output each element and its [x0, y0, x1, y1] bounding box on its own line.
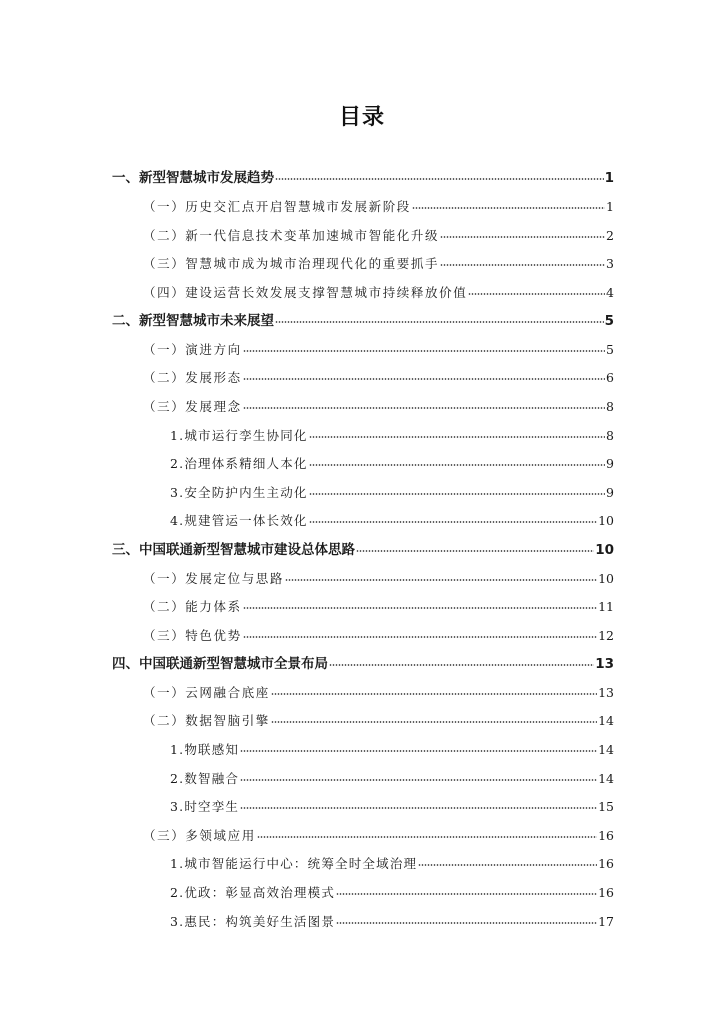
toc-entry-page: 14 [598, 713, 614, 728]
toc-entry-page: 12 [598, 628, 614, 643]
toc-entry-label: （一）发展定位与思路 [143, 571, 285, 586]
toc-entry-page: 8 [606, 399, 614, 414]
toc-entry-page: 11 [598, 599, 614, 614]
toc-entry-page: 16 [598, 856, 614, 871]
toc-entry-chapter[interactable] [112, 654, 614, 674]
dot-leader [243, 607, 597, 609]
toc-entry-page: 5 [606, 342, 614, 357]
dot-leader [243, 636, 597, 638]
toc-entry-section[interactable] [143, 826, 614, 846]
toc-entry-section[interactable] [143, 283, 614, 303]
toc-entry-section[interactable] [143, 397, 614, 417]
toc-entry-section[interactable] [143, 197, 614, 217]
dot-leader [336, 893, 597, 895]
dot-leader [356, 550, 594, 552]
toc-entry-page: 16 [598, 885, 614, 900]
toc-entry-label: （四）建设运营长效发展支撑智慧城市持续释放价值 [143, 285, 468, 300]
toc-entry-section[interactable] [143, 597, 614, 617]
dot-leader [418, 864, 597, 866]
dot-leader [329, 664, 594, 666]
toc-entry-label: （三）发展理念 [143, 399, 242, 414]
toc-entry-page: 17 [598, 914, 614, 929]
dot-leader [440, 236, 605, 238]
dot-leader [275, 178, 604, 180]
toc-entry-section[interactable] [143, 626, 614, 646]
dot-leader [468, 293, 605, 295]
toc-entry-label: （二）新一代信息技术变革加速城市智能化升级 [143, 228, 440, 243]
toc-entry-label: （一）演进方向 [143, 342, 242, 357]
toc-entry-section[interactable] [143, 683, 614, 703]
toc-entry-page: 8 [606, 428, 614, 443]
toc-entry-page: 14 [598, 771, 614, 786]
toc-title: 目录 [338, 105, 385, 130]
toc-entry-label: （三）智慧城市成为城市治理现代化的重要抓手 [143, 256, 440, 271]
toc-entry-page: 10 [598, 513, 614, 528]
toc-entry-subsection[interactable] [170, 769, 614, 789]
toc-entry-label: （三）多领域应用 [143, 828, 256, 843]
toc-entry-label: 二、新型智慧城市未来展望 [112, 313, 274, 329]
toc-entry-label: （一）云网融合底座 [143, 685, 270, 700]
dot-leader [271, 721, 597, 723]
toc-entry-label: 四、中国联通新型智慧城市全景布局 [112, 656, 328, 672]
toc-entry-page: 5 [604, 313, 614, 329]
dot-leader [271, 693, 597, 695]
toc-entry-chapter[interactable] [112, 311, 614, 331]
toc-entry-subsection[interactable] [170, 854, 614, 874]
toc-entry-subsection[interactable] [170, 483, 614, 503]
dot-leader [243, 378, 605, 380]
dot-leader [240, 807, 597, 809]
toc-entry-label: 2.数智融合 [170, 771, 240, 786]
toc-entry-label: （二）能力体系 [143, 599, 242, 614]
dot-leader [243, 350, 605, 352]
dot-leader [309, 521, 597, 523]
dot-leader [336, 922, 597, 924]
toc-entry-subsection[interactable] [170, 883, 614, 903]
toc-entry-page: 1 [604, 170, 614, 186]
toc-entry-subsection[interactable] [170, 740, 614, 760]
toc-entry-chapter[interactable] [112, 168, 614, 188]
toc-entry-section[interactable] [143, 226, 614, 246]
toc-entry-subsection[interactable] [170, 797, 614, 817]
toc-entry-label: 4.规建管运一体长效化 [170, 513, 308, 528]
dot-leader [285, 579, 597, 581]
toc-entry-subsection[interactable] [170, 511, 614, 531]
toc-entry-section[interactable] [143, 711, 614, 731]
dot-leader [257, 836, 597, 838]
toc-entry-chapter[interactable] [112, 540, 614, 560]
toc-entry-section[interactable] [143, 569, 614, 589]
dot-leader [240, 750, 597, 752]
toc-entry-label: 1.城市运行孪生协同化 [170, 428, 308, 443]
toc-entry-label: （一）历史交汇点开启智慧城市发展新阶段 [143, 199, 411, 214]
toc-entry-label: （二）发展形态 [143, 370, 242, 385]
toc-entry-label: 3.安全防护内生主动化 [170, 485, 308, 500]
toc-entry-page: 1 [606, 199, 614, 214]
toc-entry-section[interactable] [143, 368, 614, 388]
dot-leader [275, 321, 604, 323]
toc-entry-page: 16 [598, 828, 614, 843]
dot-leader [240, 779, 597, 781]
toc-entry-section[interactable] [143, 340, 614, 360]
toc-entry-label: 一、新型智慧城市发展趋势 [112, 170, 274, 186]
toc-entry-page: 14 [598, 742, 614, 757]
toc-entry-page: 10 [598, 571, 614, 586]
toc-entry-page: 3 [606, 256, 614, 271]
dot-leader [243, 407, 605, 409]
toc-entry-page: 9 [606, 485, 614, 500]
toc-entry-label: 1.物联感知 [170, 742, 240, 757]
dot-leader [412, 207, 605, 209]
toc-entry-page: 4 [606, 285, 614, 300]
dot-leader [309, 464, 605, 466]
toc-entry-page: 6 [606, 370, 614, 385]
toc-entry-label: （三）特色优势 [143, 628, 242, 643]
toc-entry-label: 三、中国联通新型智慧城市建设总体思路 [112, 542, 355, 558]
toc-entry-page: 13 [595, 656, 614, 672]
toc-entry-page: 9 [606, 456, 614, 471]
toc-entry-page: 13 [598, 685, 614, 700]
toc-entry-label: 3.惠民：构筑美好生活图景 [170, 914, 336, 929]
toc-entry-subsection[interactable] [170, 426, 614, 446]
toc-entry-label: 2.治理体系精细人本化 [170, 456, 308, 471]
toc-entry-page: 15 [598, 799, 614, 814]
toc-entry-label: （二）数据智脑引擎 [143, 713, 270, 728]
dot-leader [440, 264, 605, 266]
toc-entry-page: 2 [606, 228, 614, 243]
toc-entry-label: 2.优政：彰显高效治理模式 [170, 885, 336, 900]
dot-leader [309, 493, 605, 495]
toc-entry-subsection[interactable] [170, 454, 614, 474]
toc-entry-label: 1.城市智能运行中心：统筹全时全域治理 [170, 856, 418, 871]
dot-leader [309, 436, 605, 438]
toc-entry-label: 3.时空孪生 [170, 799, 240, 814]
toc-entry-section[interactable] [143, 254, 614, 274]
toc-entry-page: 10 [595, 542, 614, 558]
toc-entry-subsection[interactable] [170, 912, 614, 932]
